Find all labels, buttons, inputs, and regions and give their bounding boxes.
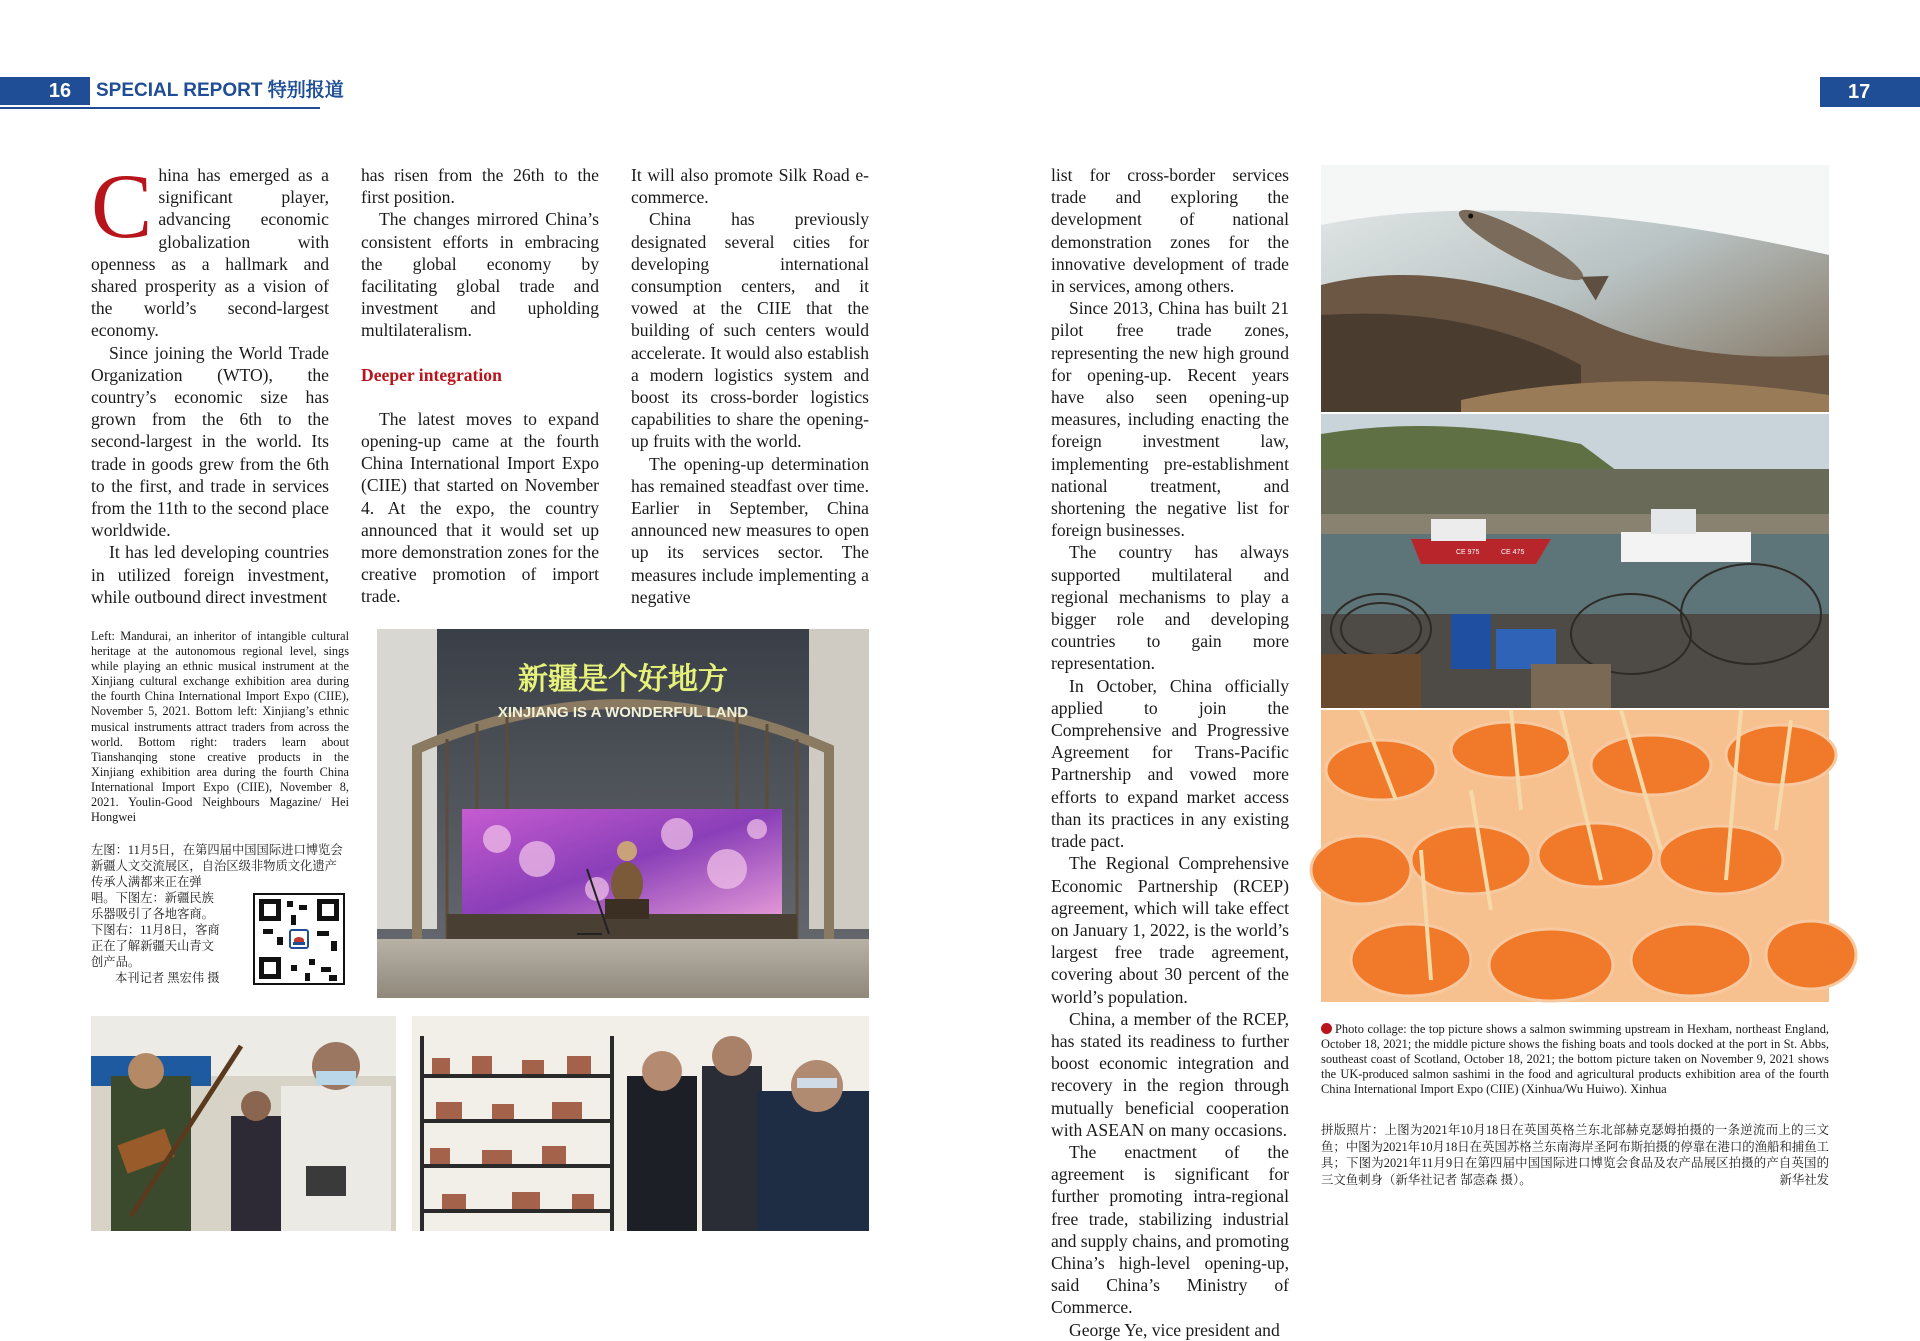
left-page-header	[0, 77, 344, 107]
paragraph: Since 2013, China has built 21 pilot free trade zones, representing the new high ground for opening-up. Recent years have also seen opening-up measures, including enacting the foreign investment law, implementing pre-establishment national treatment, and shortening the negative list for foreign businesses.	[1051, 298, 1289, 541]
photo-credit: 本刊记者 黑宏伟 摄	[115, 971, 220, 985]
caption-line: 下图右：11月8日，客商	[91, 923, 220, 937]
paragraph: The Regional Comprehensive Economic Partnership (RCEP) agreement, which will take effect on January 1, 2022, is the world’s largest free trade agreement, covering about 30 percent of the world’s population.	[1051, 853, 1289, 1007]
paragraph: list for cross-border services trade and exploring the development of national demonstration zones for the innovative development of trade in services, among others.	[1051, 165, 1289, 297]
stone-products-illustration	[412, 1016, 869, 1231]
paragraph: It will also promote Silk Road e-commerce.	[631, 165, 869, 208]
left-page-number: 16	[0, 77, 90, 105]
photo-credit: 新华社发	[1779, 1172, 1829, 1187]
paragraph: China, a member of the RCEP, has stated its readiness to further boost economic integration and recovery in the region through mutually beneficial cooperation with ASEAN on many occasions.	[1051, 1008, 1289, 1140]
paragraph: The enactment of the agreement is significant for further promoting intra-regional free trade, stabilizing industrial and supply chains, and promoting China’s high-level opening-up, said China’s Ministry of Commerce.	[1051, 1141, 1289, 1318]
photo-caption-english: Left: Mandurai, an inheritor of intangible cultural heritage at the autonomous regional level, sings while playing an ethnic musical instrument at the Xinjiang cultural exchange exhibition area during the fourth China International Import Expo (CIIE), November 5, 2021. Bottom left: Xinjiang’s ethnic musical instruments attract traders from across the world. Bottom right: traders learn about Tianshanqing stone creative products in the Xinjiang exhibition area during the fourth China International Import Expo (CIIE), November 8, 2021. Youlin-Good Neighbours Magazine/ Hei Hongwei	[91, 629, 349, 825]
paragraph: The opening-up determination has remained steadfast over time. Earlier in September, China announced new measures to open up its services sector. The measures include implementing a negative	[631, 453, 869, 607]
paragraph: The country has always supported multilateral and regional mechanisms to play a bigger role and developing countries to gain more representation.	[1051, 542, 1289, 674]
paragraph: Since joining the World Trade Organization (WTO), the country’s economic size has grown from the 6th to the second-largest in the world. Its trade in goods grew from the 6th to the first, and trade in services from the 11th to the second place worldwide.	[91, 342, 329, 541]
article-column-2	[361, 164, 599, 608]
photo-collage-caption-english	[1321, 1022, 1829, 1097]
photo-salmon-upstream	[1321, 165, 1829, 412]
boat-registration: CE 475	[1501, 549, 1525, 556]
photo-collage-caption-chinese	[1321, 1122, 1829, 1188]
paragraph: The changes mirrored China’s consistent efforts in embracing the global economy by facilitating global trade and investment and upholding multilateralism.	[361, 209, 599, 341]
photo-stone-products	[412, 1016, 869, 1231]
boat-registration: CE 975	[1456, 549, 1480, 556]
caption-line: 乐器吸引了各地客商。	[91, 907, 214, 921]
caption-line: 唱。下图左：新疆民族	[91, 891, 214, 905]
header-rule	[0, 107, 320, 109]
photo-instrument-traders	[91, 1016, 396, 1231]
dropcap: C	[91, 155, 153, 257]
article-column-3	[631, 164, 869, 608]
photo-xinjiang-stage	[377, 629, 869, 998]
expo-sign-english: XINJIANG IS A WONDERFUL LAND	[497, 704, 749, 721]
photo-salmon-sashimi	[1321, 710, 1829, 1002]
xinjiang-stage-illustration	[377, 629, 869, 998]
article-column-1	[91, 155, 329, 608]
caption-text: 拼版照片：上图为2021年10月18日在英国英格兰东北部赫克瑟姆拍摄的一条逆流而上的三文鱼；中图为2021年10月18日在英国苏格兰东南海岸圣阿布斯拍摄的停靠在港口的渔船和捕鱼工具；下图为2021年11月9日在第四届中国国际进口博览会食品及农产品展区拍摄的产自英国的三文鱼刺身（新华社记者 郜悫森 摄）。	[1321, 1123, 1830, 1187]
article-column-4	[1051, 164, 1289, 1341]
camera-icon	[1321, 1023, 1332, 1034]
paragraph: George Ye, vice president and	[1069, 1319, 1280, 1340]
caption-text: Photo collage: the top picture shows a salmon swimming upstream in Hexham, northeast England, October 18, 2021; the middle picture shows the fishing boats and tools docked at the port in St. Abbs, southeast coast of Scotland, October 18, 2021; the bottom picture taken on November 9, 2021 shows the UK-produced salmon sashimi in the food and agricultural products exhibition area of the fourth China International Import Expo (CIIE) (Xinhua/Wu Huiwo). Xinhua	[1321, 1022, 1829, 1096]
qr-code[interactable]	[253, 893, 345, 985]
caption-line: 左图：11月5日，在第四届中国国际进口博览会新疆人文交流展区，自治区级非物质文化遗产传承人满都来正在弹	[91, 843, 343, 889]
salmon-sashimi-illustration	[1321, 710, 1829, 1002]
expo-sign-chinese: 新疆是个好地方	[518, 662, 728, 697]
caption-line: 正在了解新疆天山青文	[91, 939, 214, 953]
photo-fishing-harbour	[1321, 414, 1829, 708]
caption-line: 创产品。	[91, 955, 141, 969]
paragraph: China has previously designated several cities for developing international consumption centers, and it vowed at the CIIE that the building of such centers would accelerate. It would also establish a modern logistics system and boost its cross-border logistics capabilities to share the opening-up fruits with the world.	[631, 209, 869, 452]
subheading: Deeper integration	[361, 364, 502, 385]
paragraph: In October, China officially applied to join the Comprehensive and Progressive Agreement for Trans-Pacific Partnership and vowed more efforts to expand market access than its practices in any existing trade pact.	[1051, 675, 1289, 852]
instrument-traders-illustration	[91, 1016, 396, 1231]
paragraph: hina has emerged as a significant player, advancing economic globalization with openness as a hallmark and shared prosperity as a vision of the world’s second-largest economy.	[91, 165, 329, 341]
paragraph: It has led developing countries in utilized foreign investment, while outbound direct investment	[91, 542, 329, 607]
salmon-upstream-illustration	[1321, 165, 1829, 412]
fishing-harbour-illustration	[1321, 414, 1829, 708]
right-page-number: 17	[1820, 77, 1920, 107]
section-title: SPECIAL REPORT 特别报道	[96, 80, 344, 101]
paragraph: The latest moves to expand opening-up came at the fourth China International Import Expo (CIIE) that started on November 4. At the expo, the country announced that it would set up more demonstration zones for the creative promotion of import trade.	[361, 408, 599, 607]
paragraph: has risen from the 26th to the first position.	[361, 165, 599, 208]
